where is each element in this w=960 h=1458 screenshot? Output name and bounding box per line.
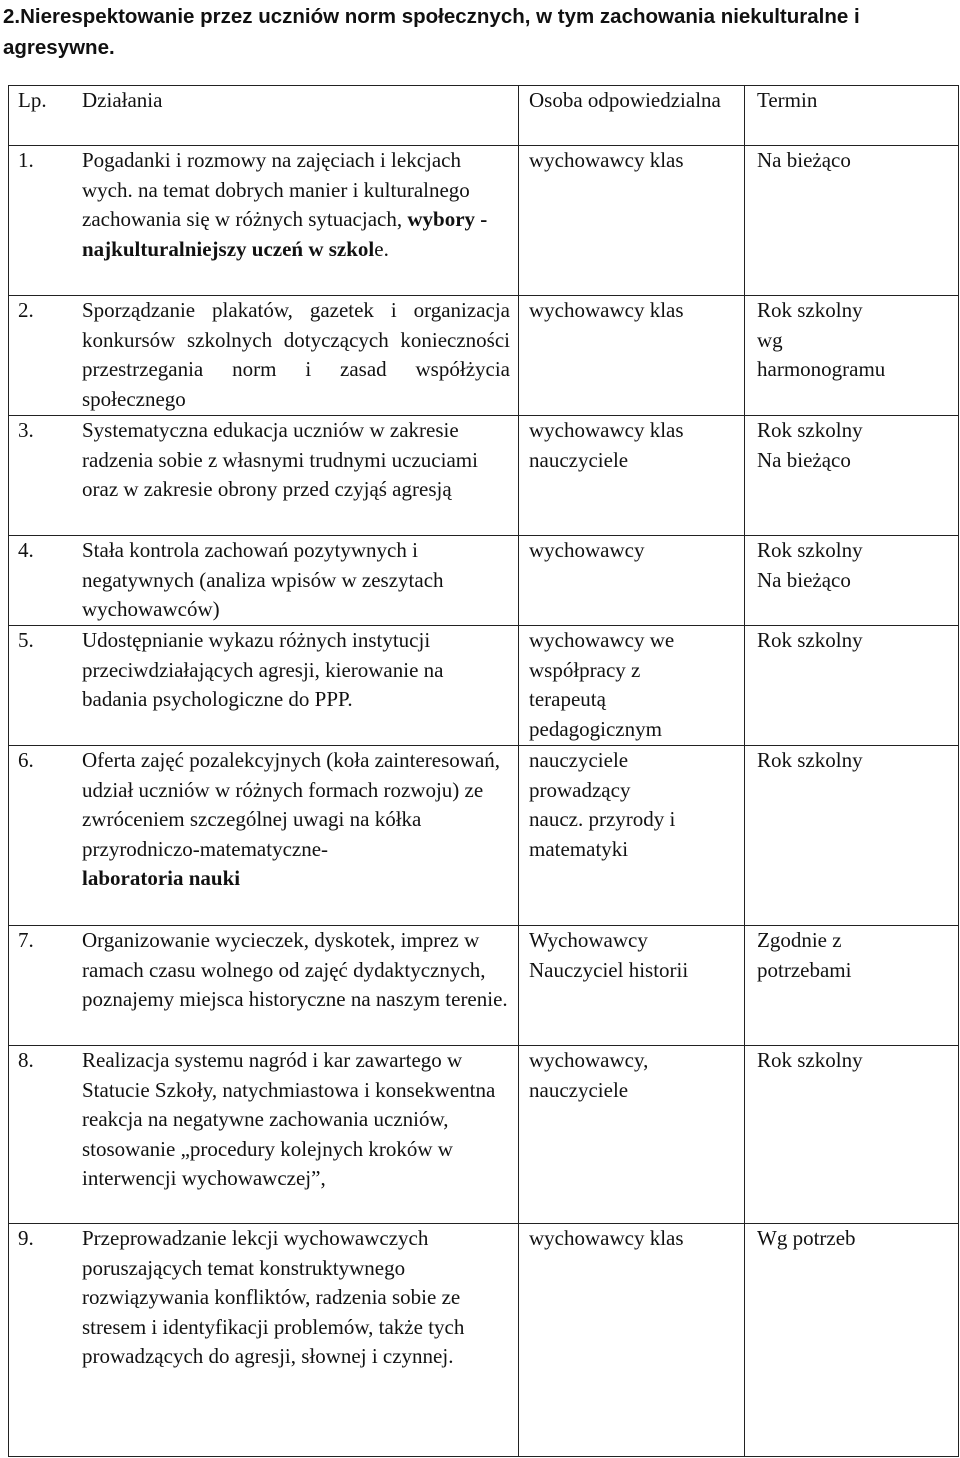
term-line: Na bieżąco <box>757 567 851 592</box>
term-cell <box>745 536 959 626</box>
header-lp: Lp. <box>18 88 47 112</box>
action-text: Przeprowadzanie lekcji wychowawczych poruszających temat konstruktywnego rozwiązywania konfliktów, radzenia sobie ze stresem i identyfikacji problemów, także tych prowadzących do agresji, słownej i czynnej. <box>82 1226 465 1368</box>
term-line: wg <box>757 327 783 352</box>
header-cell-actions <box>9 86 519 146</box>
row-number: 2. <box>18 298 34 322</box>
table-row <box>9 536 959 626</box>
term-line: Na bieżąco <box>757 148 851 172</box>
action-text: Systematyczna edukacja uczniów w zakresie radzenia sobie z własnymi trudnymi uczuciami oraz w zakresie obrony przed czyjąś agresją <box>82 418 478 501</box>
responsible-line: naucz. przyrody i <box>529 807 676 831</box>
term-line: Rok szkolny <box>757 1048 863 1072</box>
header-term: Termin <box>745 86 959 146</box>
responsible-cell <box>519 416 745 536</box>
table-row <box>9 1046 959 1224</box>
action-plan-table <box>8 85 959 1457</box>
table-row <box>9 746 959 926</box>
term-cell <box>745 926 959 1046</box>
responsible-cell <box>519 1046 745 1224</box>
term-cell <box>745 146 959 296</box>
term-line: Rok szkolny <box>757 748 863 772</box>
term-line: Na bieżąco <box>757 447 851 472</box>
action-text: Realizacja systemu nagród i kar zawartego w Statucie Szkoły, natychmiastowa i konsekwentna reakcja na negatywne zachowania uczniów, stosowanie „procedury kolejnych kroków w interwencji wychowawczej”, <box>82 1048 496 1190</box>
header-responsible: Osoba odpowiedzialna <box>519 86 745 146</box>
term-cell <box>745 416 959 536</box>
term-line: Wg potrzeb <box>757 1226 856 1250</box>
responsible-line: wychowawcy klas <box>529 148 684 172</box>
responsible-cell <box>519 296 745 416</box>
row-number: 5. <box>18 628 34 652</box>
responsible-line: wychowawcy <box>529 538 645 562</box>
term-cell <box>745 296 959 416</box>
action-text: Sporządzanie plakatów, gazetek i organizacja konkursów szkolnych dotyczących konieczności przestrzegania norm i zasad współżycia społecznego <box>82 298 510 411</box>
action-text <box>82 746 510 894</box>
action-cell <box>9 536 519 626</box>
action-text: Udostępnianie wykazu różnych instytucji przeciwdziałających agresji, kierowanie na badania psychologiczne do PPP. <box>82 628 444 711</box>
action-text-tail: e. <box>374 236 389 261</box>
term-line: Rok szkolny <box>757 628 863 652</box>
responsible-cell <box>519 1224 745 1457</box>
responsible-line: wychowawcy klas <box>529 298 684 322</box>
responsible-line: nauczyciele <box>529 1077 629 1102</box>
table-row <box>9 926 959 1046</box>
row-number: 8. <box>18 1048 34 1072</box>
action-text-bold: wybory -najkulturalniejszy uczeń w szkol <box>82 207 488 261</box>
action-cell <box>9 416 519 536</box>
action-text-plain: Pogadanki i rozmowy na zajęciach i lekcjach wych. na temat dobrych manier i kulturalnego zachowania się w różnych sytuacjach, <box>82 148 470 231</box>
row-number: 3. <box>18 418 34 442</box>
table-row <box>9 146 959 296</box>
row-number: 7. <box>18 928 34 952</box>
responsible-line: pedagogicznym <box>529 716 662 741</box>
table-row <box>9 416 959 536</box>
row-number: 1. <box>18 148 34 172</box>
responsible-cell <box>519 746 745 926</box>
action-text: Stała kontrola zachowań pozytywnych i negatywnych (analiza wpisów w zeszytach wychowawców) <box>82 538 444 621</box>
responsible-line: wychowawcy klas <box>529 1226 684 1250</box>
responsible-line: nauczyciele <box>529 748 629 772</box>
action-cell <box>9 146 519 296</box>
responsible-line: wychowawcy klas <box>529 418 684 442</box>
term-line: potrzebami <box>757 957 852 982</box>
term-cell <box>745 746 959 926</box>
responsible-line: prowadzący <box>529 777 631 802</box>
responsible-line: Wychowawcy <box>529 928 648 952</box>
table-row <box>9 1224 959 1457</box>
table-header-row <box>9 86 959 146</box>
table-row <box>9 626 959 746</box>
responsible-line: wychowawcy we <box>529 628 675 652</box>
responsible-line: współpracy z <box>529 657 641 682</box>
term-cell <box>745 1046 959 1224</box>
term-line: Rok szkolny <box>757 538 863 562</box>
term-cell <box>745 1224 959 1457</box>
action-text-bold: laboratoria nauki <box>82 866 241 890</box>
responsible-line: terapeutą <box>529 687 606 711</box>
term-line: harmonogramu <box>757 357 886 381</box>
row-number: 6. <box>18 748 34 772</box>
responsible-line: matematyki <box>529 836 629 861</box>
action-cell <box>9 926 519 1046</box>
responsible-cell <box>519 926 745 1046</box>
responsible-cell <box>519 146 745 296</box>
responsible-line: Nauczyciel historii <box>529 957 689 982</box>
responsible-cell <box>519 626 745 746</box>
section-heading: 2.Nierespektowanie przez uczniów norm społecznych, w tym zachowania niekulturalne i agresywne. <box>3 5 860 59</box>
action-text-plain: Oferta zajęć pozalekcyjnych (koła zainteresowań, udział uczniów w różnych formach rozwoju) ze zwróceniem szczególnej uwagi na kółka przyrodniczo-matematyczne- <box>82 748 501 861</box>
row-number: 4. <box>18 538 34 562</box>
term-cell <box>745 626 959 746</box>
action-text <box>82 146 510 264</box>
responsible-line: nauczyciele <box>529 447 629 472</box>
header-actions: Działania <box>82 88 163 112</box>
action-cell <box>9 1046 519 1224</box>
term-line: Zgodnie z <box>757 928 842 952</box>
table-row <box>9 296 959 416</box>
action-cell <box>9 296 519 416</box>
action-cell <box>9 1224 519 1457</box>
row-number: 9. <box>18 1226 34 1250</box>
term-line: Rok szkolny <box>757 418 863 442</box>
responsible-cell <box>519 536 745 626</box>
responsible-line: wychowawcy, <box>529 1048 649 1072</box>
action-cell <box>9 746 519 926</box>
action-cell <box>9 626 519 746</box>
action-text: Organizowanie wycieczek, dyskotek, imprez w ramach czasu wolnego od zajęć dydaktycznych, poznajemy miejsca historyczne na naszym terenie. <box>82 928 508 1011</box>
term-line: Rok szkolny <box>757 298 863 322</box>
